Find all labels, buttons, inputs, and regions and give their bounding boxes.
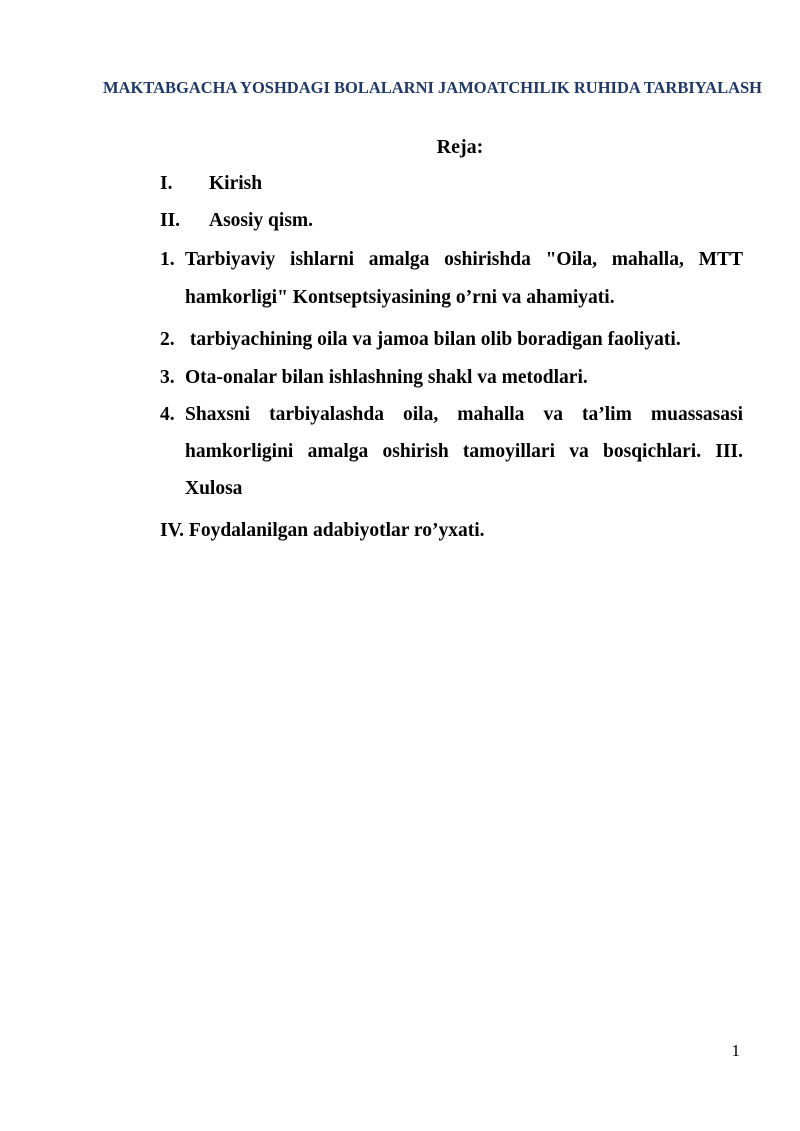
item-text: tarbiyachining oila va jamoa bilan olib boradigan faoliyati. bbox=[185, 329, 681, 350]
item-number: 3. bbox=[160, 367, 175, 388]
section-label: Asosiy qism. bbox=[209, 210, 314, 231]
item-number: 4. bbox=[160, 404, 175, 425]
item-text: Tarbiyaviy ishlarni amalga oshirishda "Oila, mahalla, MTT hamkorligi" Kontseptsiyasining o’rni va ahamiyati. bbox=[185, 249, 743, 308]
section-marker: II. bbox=[160, 210, 181, 231]
item-text: Ota-onalar bilan ishlashning shakl va metodlari. bbox=[185, 367, 588, 388]
page-number: 1 bbox=[731, 1041, 740, 1060]
document-title: MAKTABGACHA YOSHDAGI BOLALARNI JAMOATCHILIK RUHIDA TARBIYALASH bbox=[102, 78, 763, 97]
item-text: Shaxsni tarbiyalashda oila, mahalla va ta’lim muassasasi hamkorligini amalga oshirish tamoyillari va bosqichlari. III. Xulosa bbox=[185, 404, 743, 499]
plan-heading: Reja: bbox=[436, 136, 484, 158]
item-number: 2. bbox=[160, 329, 175, 350]
literature-label: IV. Foydalanilgan adabiyotlar ro’yxati. bbox=[160, 520, 485, 541]
item-number: 1. bbox=[160, 249, 175, 270]
section-label: Kirish bbox=[209, 173, 263, 194]
section-marker: I. bbox=[160, 173, 173, 194]
